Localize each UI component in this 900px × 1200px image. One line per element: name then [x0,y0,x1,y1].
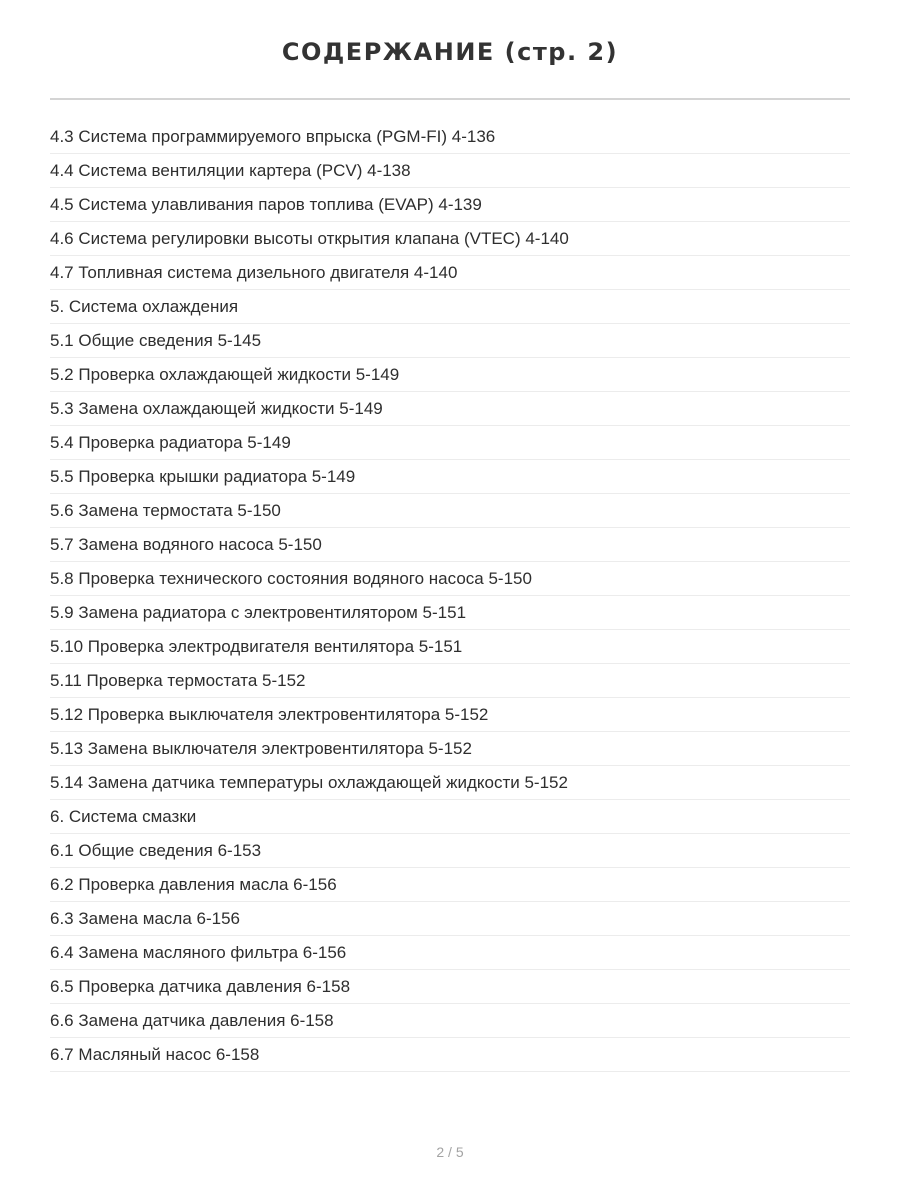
toc-entry[interactable]: 6.6 Замена датчика давления 6-158 [50,1004,850,1038]
toc-entry[interactable]: 5.8 Проверка технического состояния водяного насоса 5-150 [50,562,850,596]
toc-entry[interactable]: 5.1 Общие сведения 5-145 [50,324,850,358]
toc-entry[interactable]: 4.3 Система программируемого впрыска (PGM-FI) 4-136 [50,120,850,154]
toc-entry[interactable]: 6.3 Замена масла 6-156 [50,902,850,936]
toc-section-heading[interactable]: 6. Система смазки [50,800,850,834]
title-divider [50,98,850,100]
table-of-contents [50,120,850,1072]
page-indicator: 2 / 5 [436,1144,464,1160]
toc-entry[interactable]: 5.6 Замена термостата 5-150 [50,494,850,528]
toc-entry[interactable]: 5.14 Замена датчика температуры охлаждающей жидкости 5-152 [50,766,850,800]
toc-entry[interactable]: 6.4 Замена масляного фильтра 6-156 [50,936,850,970]
toc-section-heading[interactable]: 5. Система охлаждения [50,290,850,324]
toc-entry[interactable]: 6.2 Проверка давления масла 6-156 [50,868,850,902]
toc-entry[interactable]: 5.7 Замена водяного насоса 5-150 [50,528,850,562]
toc-entry[interactable]: 5.12 Проверка выключателя электровентилятора 5-152 [50,698,850,732]
toc-entry[interactable]: 6.7 Масляный насос 6-158 [50,1038,850,1072]
toc-entry[interactable]: 5.4 Проверка радиатора 5-149 [50,426,850,460]
toc-entry[interactable]: 6.1 Общие сведения 6-153 [50,834,850,868]
toc-entry[interactable]: 5.2 Проверка охлаждающей жидкости 5-149 [50,358,850,392]
toc-entry[interactable]: 4.6 Система регулировки высоты открытия клапана (VTEC) 4-140 [50,222,850,256]
toc-entry[interactable]: 6.5 Проверка датчика давления 6-158 [50,970,850,1004]
toc-entry[interactable]: 5.5 Проверка крышки радиатора 5-149 [50,460,850,494]
toc-entry[interactable]: 4.5 Система улавливания паров топлива (EVAP) 4-139 [50,188,850,222]
toc-entry[interactable]: 5.9 Замена радиатора с электровентилятором 5-151 [50,596,850,630]
toc-entry[interactable]: 4.7 Топливная система дизельного двигателя 4-140 [50,256,850,290]
toc-entry[interactable]: 5.13 Замена выключателя электровентилятора 5-152 [50,732,850,766]
toc-entry[interactable]: 5.11 Проверка термостата 5-152 [50,664,850,698]
toc-entry[interactable]: 4.4 Система вентиляции картера (PCV) 4-138 [50,154,850,188]
toc-entry[interactable]: 5.3 Замена охлаждающей жидкости 5-149 [50,392,850,426]
page-title: СОДЕРЖАНИЕ (стр. 2) [281,38,619,66]
toc-entry[interactable]: 5.10 Проверка электродвигателя вентилятора 5-151 [50,630,850,664]
